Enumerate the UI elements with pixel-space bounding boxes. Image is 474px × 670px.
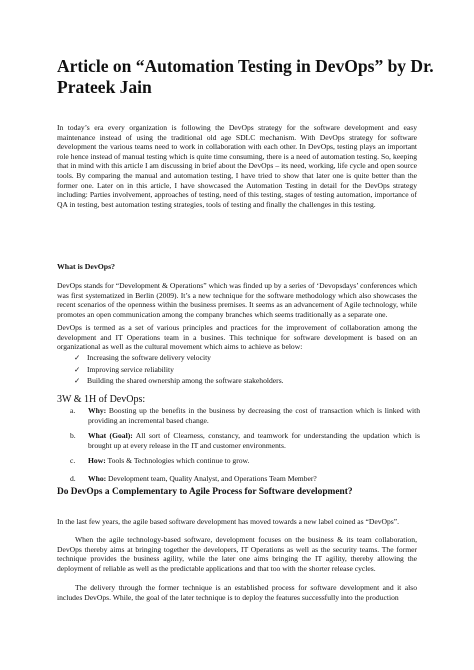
delivery-paragraph: The delivery through the former technique is an established process for software development and it also includes DevOps. While, the goal of the later technique is to deploy the features successfully into the production <box>57 583 417 602</box>
list-item: ✓ Building the shared ownership among the software stakeholders. <box>74 376 284 386</box>
list-item: c. How: Tools & Technologies which continue to grow. <box>70 456 250 466</box>
checkmark-icon: ✓ <box>74 353 81 362</box>
agile-vs-devops-paragraph: When the agile technology-based software, development focuses on the business & its team collaboration, DevOps thereby aims at bringing together the developers, IT Operations as well as the security teams. The former technique provides the business agility, while the later one aims bringing the IT agility, thereby allowing the deployment of reliable as well as the predictable applications and that too with the shorter release cycles. <box>57 535 417 573</box>
intro-paragraph: In today’s era every organization is following the DevOps strategy for the software development and easy maintenance instead of using the traditional old age SDLC mechanism. With DevOps strategy for software development the various teams need to work in collaboration with each other. In DevOps, testing plays an important role hence instead of manual testing which is quite time consuming, there is a need of automation testing. So, keeping that in mind with this article I am discussing in brief about the DevOps – its need, working, life cycle and open source tools. By comparing the manual and automation testing, I have tried to show that later one is quite better than the former one. Later on in this article, I have showcased the Automation Testing in detail for the DevOps strategy including: Parties involvement, approaches of testing, need of this testing, stages of testing automation, importance of QA in testing, best automation testing strategies, tools of testing and finally the challenges in this testing. <box>57 123 417 209</box>
devops-definition-paragraph: DevOps stands for “Development & Operations” which was finded up by a series of ‘Devopsdays’ conferences which was first systematized in Berlin (2009). It’s a new technique for the software methodology which also showcases the recent scenarios of the openness within the business premises. It seems as an advancement of Agile technology, while promotes an open communication among the company branches which seems traditionally as a separate one. <box>57 281 417 319</box>
list-item: d. Who: Development team, Quality Analyst, and Operations Team Member? <box>70 473 317 483</box>
checkmark-icon: ✓ <box>74 364 81 374</box>
section-heading-devops-agile: Do DevOps a Complementary to Agile Process for Software development? <box>57 487 353 497</box>
aims-list <box>74 352 284 387</box>
article-title: Article on “Automation Testing in DevOps” by Dr. Prateek Jain <box>57 56 434 97</box>
section-heading-what-is-devops: What is DevOps? <box>57 262 116 271</box>
list-item: ✓ Improving service reliability <box>74 364 174 374</box>
devops-principles-paragraph: DevOps is termed as a set of various principles and practices for the improvement of collaboration among the development and IT Operations team in a busines. This technique for software development is based on an organizational as well as the cultural movement which aims to achieve as below: <box>57 323 417 352</box>
agile-label-paragraph: In the last few years, the agile based software development has moved towards a new label coined as “DevOps”. <box>57 517 400 526</box>
list-item: ✓ Increasing the software delivery velocity <box>74 353 211 362</box>
list-item: b. What (Goal): All sort of Clearness, constancy, and teamwork for understanding the updation which is brought up at every release in the IT and customer environments. <box>70 431 420 450</box>
checkmark-icon: ✓ <box>74 376 81 386</box>
section-heading-3w-1h: 3W & 1H of DevOps: <box>57 394 146 405</box>
list-item: a. Why: Boosting up the benefits in the business by decreasing the cost of transaction which is linked with providing an incremental based change. <box>70 406 420 425</box>
3w-1h-list <box>70 406 420 490</box>
